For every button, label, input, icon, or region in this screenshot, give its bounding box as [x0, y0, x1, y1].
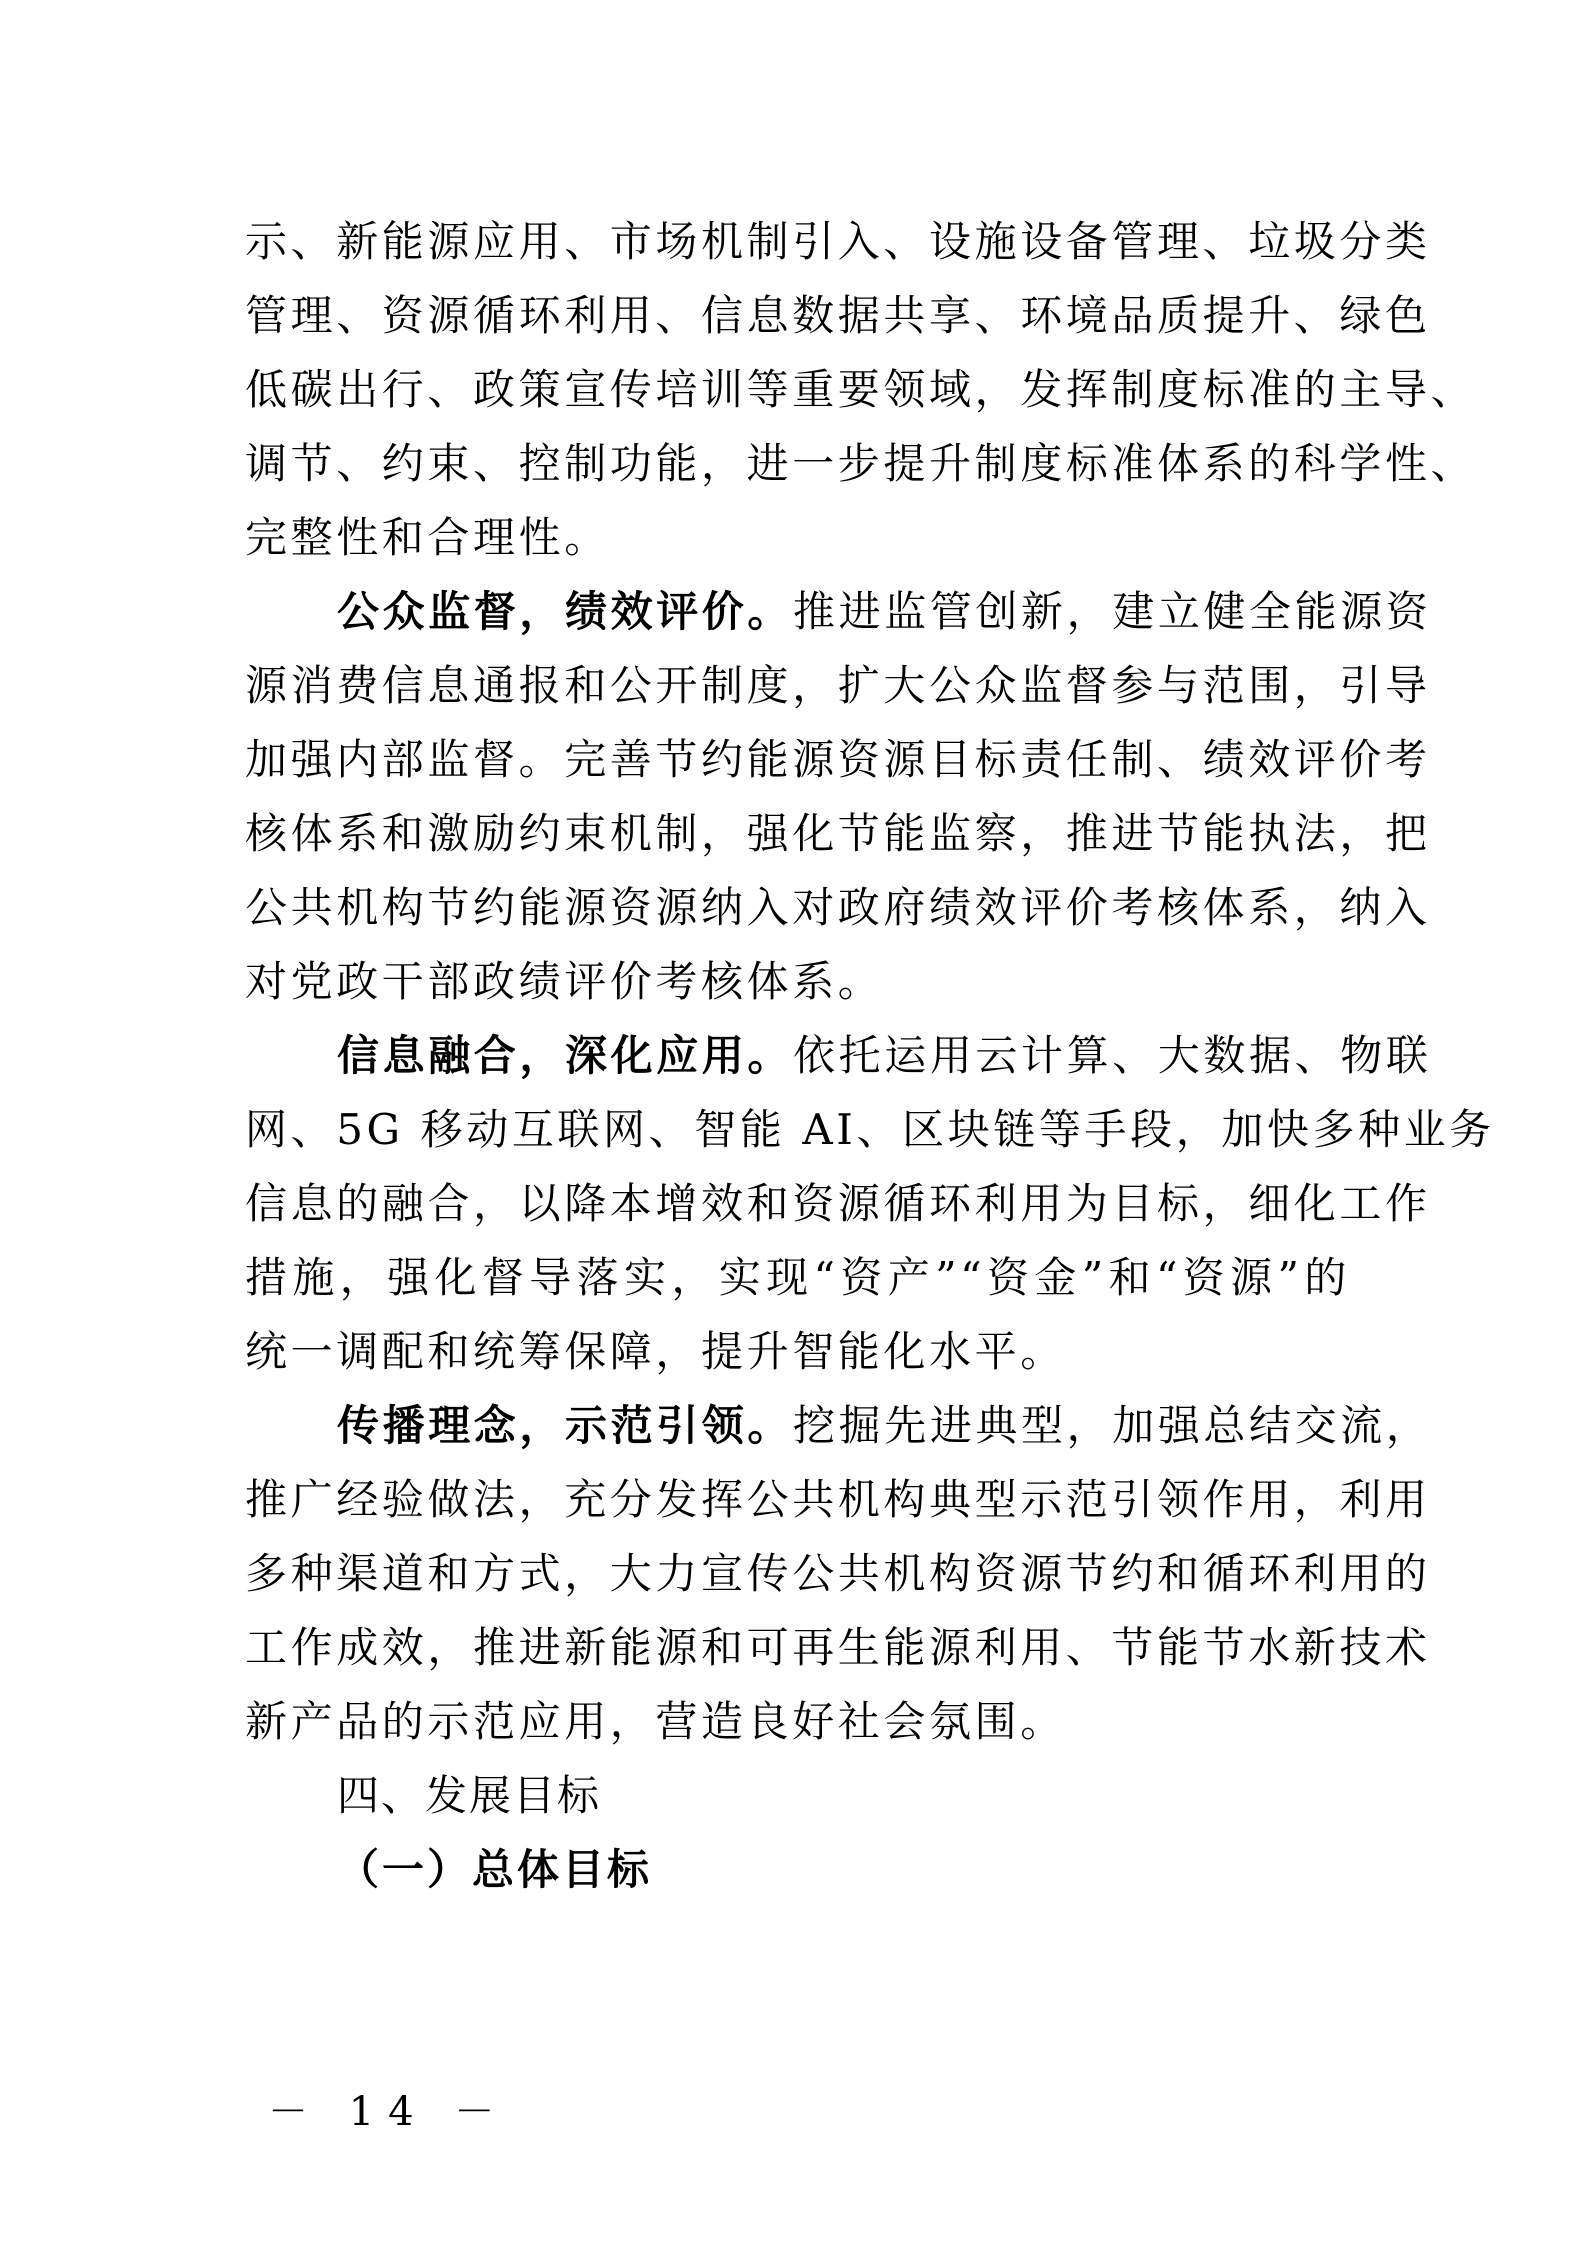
text-line: 网、5G 移动互联网、智能 AI、区块链等手段，加快多种业务: [245, 1105, 1495, 1154]
paragraph-public-supervision: [245, 575, 1432, 1019]
section-heading: 四、发展目标: [337, 1771, 602, 1820]
text-line: [245, 1019, 1432, 1093]
text-line: 管理、资源循环利用、信息数据共享、环境品质提升、绿色: [245, 291, 1431, 340]
text-line: 调节、约束、控制功能，进一步提升制度标准体系的科学性、: [245, 439, 1477, 488]
text-line: 推广经验做法，充分发挥公共机构典型示范引领作用，利用: [245, 1475, 1431, 1524]
paragraph-lead-heading: 信息融合，深化应用。: [337, 1031, 794, 1080]
text-line: 源消费信息通报和公开制度，扩大公众监督参与范围，引导: [245, 661, 1431, 710]
page-number: － 14 －: [268, 2089, 509, 2135]
text-line: [245, 575, 1432, 649]
text-line: 完整性和合理性。: [245, 513, 610, 562]
text-line: 公共机构节约能源资源纳入对政府绩效评价考核体系，纳入: [245, 883, 1431, 932]
paragraph-information-integration: [245, 1019, 1495, 1389]
text-line: 统一调配和统筹保障，提升智能化水平。: [245, 1327, 1066, 1376]
paragraph-lead-heading: 公众监督，绩效评价。: [337, 587, 794, 636]
text-line: [245, 1389, 1432, 1463]
paragraph-text: 推进监管创新，建立健全能源资: [793, 587, 1432, 636]
text-line: 新产品的示范应用，营造良好社会氛围。: [245, 1697, 1066, 1746]
text-line: 对党政干部政绩评价考核体系。: [245, 957, 884, 1006]
paragraph-text: 依托运用云计算、大数据、物联: [793, 1031, 1432, 1080]
text-line: 示、新能源应用、市场机制引入、设施设备管理、垃圾分类: [245, 217, 1431, 266]
paragraph-promote-concepts: [245, 1389, 1432, 1759]
paragraph-standards-continuation: [245, 205, 1477, 575]
text-line: 信息的融合，以降本增效和资源循环利用为目标，细化工作: [245, 1179, 1431, 1228]
text-line: 核体系和激励约束机制，强化节能监察，推进节能执法，把: [245, 809, 1431, 858]
paragraph-lead-heading: 传播理念，示范引领。: [337, 1401, 794, 1450]
paragraph-text: 挖掘先进典型，加强总结交流，: [793, 1401, 1432, 1450]
text-line: 加强内部监督。完善节约能源资源目标责任制、绩效评价考: [245, 735, 1431, 784]
text-line: 措施，强化督导落实，实现“资产”“资金”和“资源”的: [245, 1253, 1350, 1302]
text-line: 多种渠道和方式，大力宣传公共机构资源节约和循环利用的: [245, 1549, 1431, 1598]
subsection-heading: （一）总体目标: [337, 1845, 653, 1894]
text-line: 低碳出行、政策宣传培训等重要领域，发挥制度标准的主导、: [245, 365, 1477, 414]
text-line: 工作成效，推进新能源和可再生能源利用、节能节水新技术: [245, 1623, 1431, 1672]
document-page: [245, 205, 1495, 1907]
